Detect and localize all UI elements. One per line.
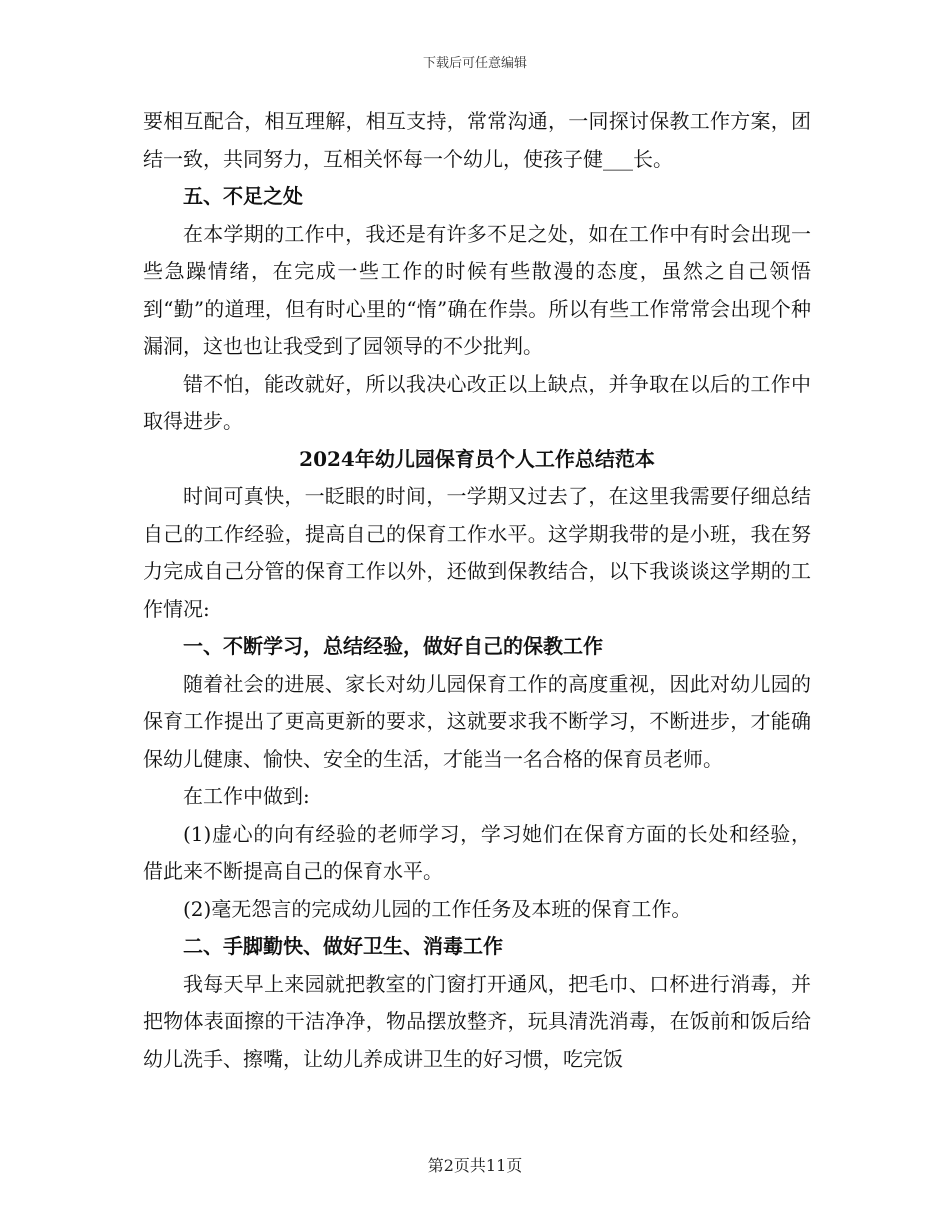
- section-heading-shortcomings: 五、不足之处: [183, 184, 303, 208]
- document-title: 2024年幼儿园保育员个人工作总结范本: [299, 446, 655, 471]
- page-footer: 第2页共11页: [427, 1156, 523, 1175]
- document-body: [143, 103, 811, 1078]
- paragraph-intro: 时间可真快，一眨眼的时间，一学期又过去了，在这里我需要仔细总结自己的工作经验，提高自己的保育工作水平。这学期我带的是小班，我在努力完成自己分管的保育工作以外，还做到保教结合，以下我谈谈这学期的工作情况:: [143, 484, 811, 621]
- paragraph-resolution: 错不怕，能改就好，所以我决心改正以上缺点，并争取在以后的工作中取得进步。: [143, 371, 811, 433]
- paragraph-shortcomings: 在本学期的工作中，我还是有许多不足之处，如在工作中有时会出现一些急躁情绪，在完成一些工作的时候有些散漫的态度，虽然之自己领悟到“勤”的道理，但有时心里的“惰”确在作祟。所以有些工作常常会出现个种漏洞，这也也让我受到了园领导的不少批判。: [143, 221, 811, 358]
- paragraph-learning: 随着社会的进展、家长对幼儿园保育工作的高度重视，因此对幼儿园的保育工作提出了更高更新的要求，这就要求我不断学习，不断进步，才能确保幼儿健康、愉快、安全的生活，才能当一名合格的保育员老师。: [143, 671, 811, 771]
- page-header: 下载后可任意编辑: [422, 56, 527, 71]
- paragraph-hygiene: 我每天早上来园就把教室的门窗打开通风，把毛巾、口杯进行消毒，并把物体表面擦的干洁净净，物品摆放整齐，玩具清洗消毒，在饭前和饭后给幼儿洗手、擦嘴，让幼儿养成讲卫生的好习惯，吃完饭: [143, 971, 811, 1071]
- section-heading-hygiene: 二、手脚勤快、做好卫生、消毒工作: [183, 934, 503, 958]
- list-item-2: (2)毫无怨言的完成幼儿园的工作任务及本班的保育工作。: [183, 896, 692, 921]
- paragraph-at-work: 在工作中做到:: [183, 784, 310, 808]
- list-item-1: (1)虚心的向有经验的老师学习，学习她们在保育方面的长处和经验，借此来不断提高自己的保育水平。: [143, 821, 811, 883]
- paragraph-continuation: 要相互配合，相互理解，相互支持，常常沟通，一同探讨保教工作方案，团结一致，共同努力，互相关怀每一个幼儿，使孩子健___长。: [143, 109, 811, 171]
- section-heading-learning: 一、不断学习，总结经验，做好自己的保教工作: [183, 634, 603, 658]
